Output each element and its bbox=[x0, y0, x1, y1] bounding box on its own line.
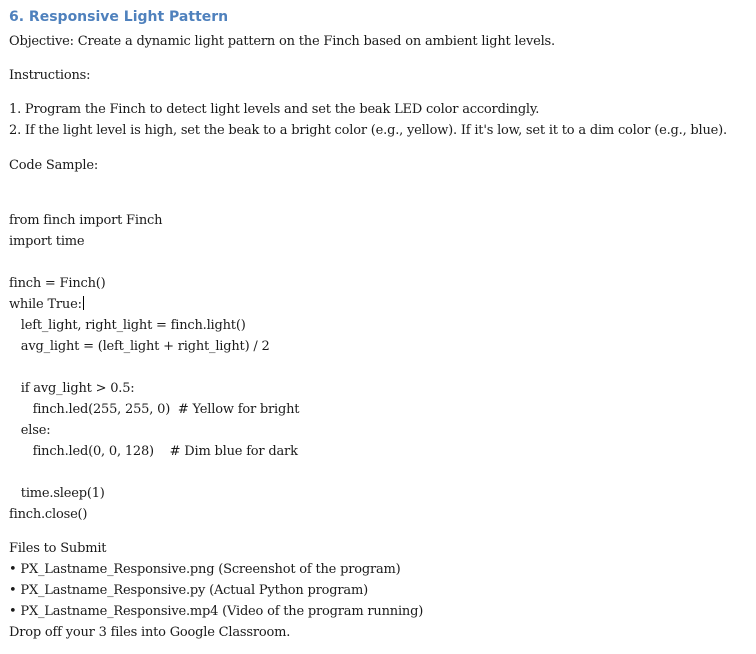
code-line: left_light, right_light = finch.light() bbox=[9, 318, 246, 333]
code-line-with-caret[interactable] bbox=[9, 296, 84, 314]
code-line: else: bbox=[9, 423, 51, 438]
code-line: finch.led(0, 0, 128) # Dim blue for dark bbox=[9, 444, 298, 459]
code-line: avg_light = (left_light + right_light) / 2 bbox=[9, 339, 270, 354]
instruction-item: 2. If the light level is high, set the beak to a bright color (e.g., yellow). If it's low, set it to a dim color (e.g., blue). bbox=[9, 123, 727, 138]
code-line-text: while True: bbox=[9, 297, 82, 312]
code-line: if avg_light > 0.5: bbox=[9, 381, 135, 396]
file-list-item: • PX_Lastname_Responsive.mp4 (Video of the program running) bbox=[9, 604, 424, 619]
code-line: from finch import Finch bbox=[9, 213, 163, 228]
code-sample-label: Code Sample: bbox=[9, 158, 99, 173]
objective-text: Objective: Create a dynamic light pattern on the Finch based on ambient light levels. bbox=[9, 34, 555, 49]
code-line: import time bbox=[9, 234, 85, 249]
code-line: finch.close() bbox=[9, 507, 88, 522]
code-line: finch = Finch() bbox=[9, 276, 106, 291]
code-line: finch.led(255, 255, 0) # Yellow for bright bbox=[9, 402, 300, 417]
closing-text: Drop off your 3 files into Google Classroom. bbox=[9, 625, 291, 640]
text-caret bbox=[83, 296, 84, 310]
instructions-label: Instructions: bbox=[9, 68, 91, 83]
code-line: time.sleep(1) bbox=[9, 486, 105, 501]
instruction-item: 1. Program the Finch to detect light levels and set the beak LED color accordingly. bbox=[9, 102, 540, 117]
file-list-item: • PX_Lastname_Responsive.png (Screenshot of the program) bbox=[9, 562, 401, 577]
section-heading: 6. Responsive Light Pattern bbox=[9, 9, 229, 25]
file-list-item: • PX_Lastname_Responsive.py (Actual Python program) bbox=[9, 583, 368, 598]
files-label: Files to Submit bbox=[9, 541, 107, 556]
